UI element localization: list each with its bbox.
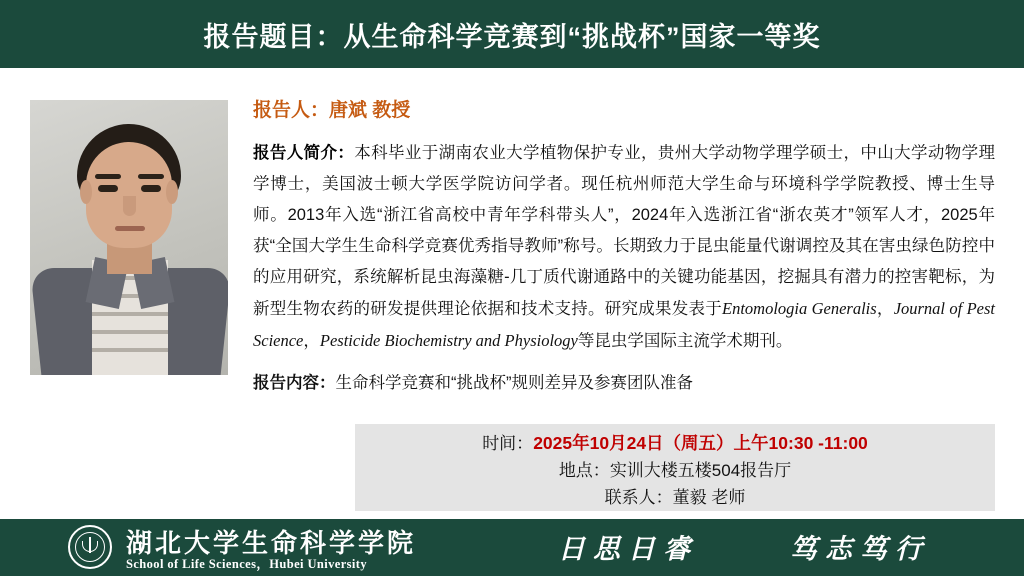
university-logo-icon <box>68 525 112 569</box>
journal-name-2: Journal of Pest Science <box>253 299 996 350</box>
event-place-label: 地点： <box>558 461 610 480</box>
event-place-row <box>355 457 995 484</box>
event-contact-row <box>355 484 995 511</box>
poster-content <box>253 95 995 397</box>
poster-header <box>0 0 1024 68</box>
speaker-photo <box>30 100 228 375</box>
speaker-bio <box>253 138 995 357</box>
event-time-value: 2025年10月24日（周五）上午10:30 -11:00 <box>533 433 868 453</box>
report-content-label: 报告内容： <box>253 374 336 392</box>
report-content-value: 生命科学竞赛和“挑战杯”规则差异及参赛团队准备 <box>335 374 693 392</box>
portrait-shirt-stripe <box>92 312 168 316</box>
journal-separator-2: ， <box>303 332 320 350</box>
portrait-image <box>30 100 228 375</box>
event-time-label: 时间： <box>482 434 534 453</box>
journal-separator-1: ， <box>876 300 894 318</box>
portrait-nose <box>123 196 136 216</box>
event-place-value: 实训大楼五楼504报告厅 <box>609 461 792 480</box>
portrait-eye-left <box>98 185 118 192</box>
journal-name-1: Entomologia Generalis <box>721 299 877 318</box>
speaker-bio-text-2: 等昆虫学国际主流学术期刊。 <box>577 332 793 350</box>
event-contact-value: 董毅 老师 <box>672 488 746 507</box>
event-info-box <box>355 424 995 511</box>
report-content-line <box>253 369 995 397</box>
poster-footer <box>0 519 1024 576</box>
event-time-row <box>355 430 995 457</box>
university-logo-inner <box>75 532 105 562</box>
portrait-shirt-stripe <box>92 348 168 352</box>
school-name-cn: 湖北大学生命科学学院 <box>126 529 417 558</box>
portrait-eyebrow-left <box>95 174 121 179</box>
speaker-bio-label: 报告人简介： <box>253 144 355 162</box>
portrait-mouth <box>115 226 145 231</box>
portrait-eye-right <box>141 185 161 192</box>
speaker-name-line: 报告人：唐斌 教授 <box>253 100 411 121</box>
portrait-shirt-stripe <box>92 330 168 334</box>
footer-slogan-left: 日思日睿 <box>558 534 698 564</box>
portrait-ear-left <box>80 180 92 204</box>
page-title: 报告题目：从生命科学竞赛到“挑战杯”国家一等奖 <box>203 21 821 52</box>
journal-name-3: Pesticide Biochemistry and Physiology <box>319 331 578 350</box>
portrait-eyebrow-right <box>138 174 164 179</box>
school-name-en: School of Life Sciences，Hubei University <box>126 557 367 571</box>
event-contact-label: 联系人： <box>604 488 673 507</box>
portrait-ear-right <box>166 180 178 204</box>
portrait-face <box>86 142 172 248</box>
footer-slogan-right: 笃志笃行 <box>790 534 930 564</box>
speaker-bio-text-1: 本科毕业于湖南农业大学植物保护专业，贵州大学动物学理学硕士，中山大学动物学理学博士，美国波士顿大学医学院访问学者。现任杭州师范大学生命与环境科学学院教授、博士生导师。2013年入选“浙江省高校中青年学科带头人”，2024年入选浙江省“浙农英才”领军人才，2025年获“全国大学生生命科学竞赛优秀指导教师”称号。长期致力于昆虫能量代谢调控及其在害虫绿色防控中的应用研究，系统解析昆虫海藻糖-几丁质代谢通路中的关键功能基因，挖掘具有潜力的控害靶标，为新型生物农药的研发提供理论依据和技术支持。研究成果发表于 <box>253 144 996 318</box>
